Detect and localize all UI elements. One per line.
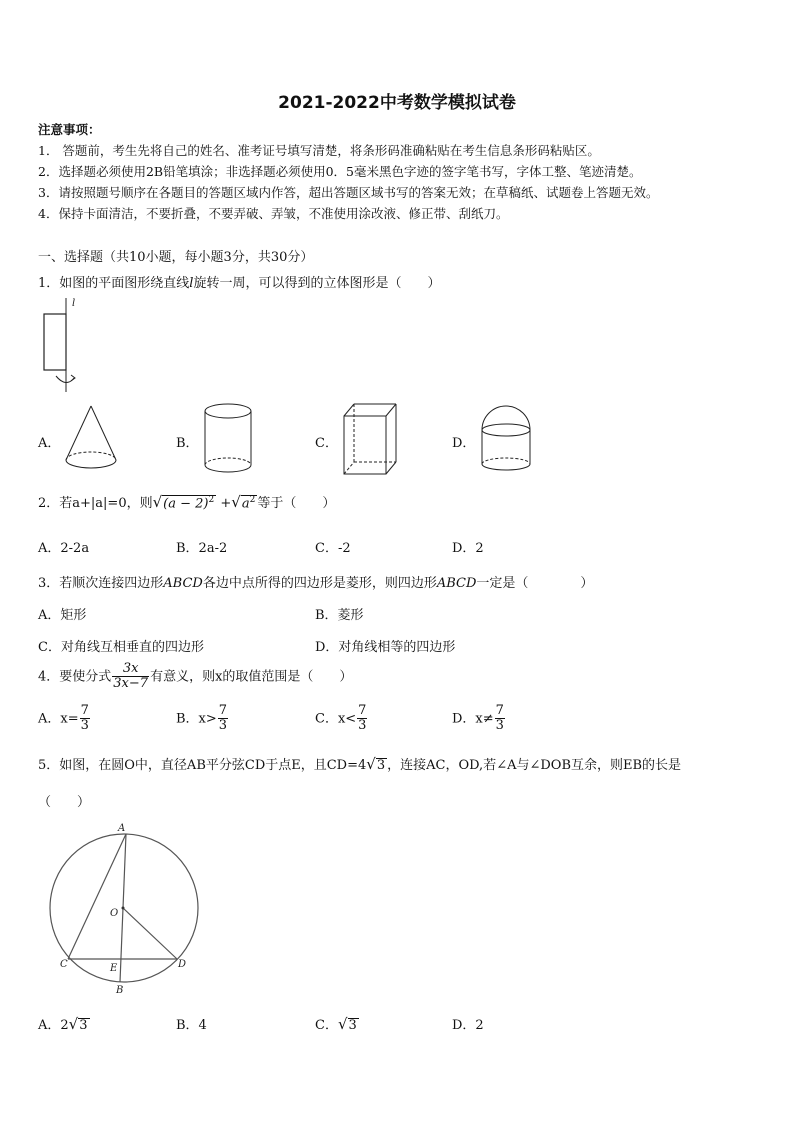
q5-option-c: C．√3 (315, 1015, 357, 1033)
q1-rotation-figure (38, 296, 88, 396)
notice-item-4: 4．保持卡面清洁，不要折叠，不要弄破、弄皱，不准使用涂改液、修正带、刮纸刀。 (38, 206, 509, 221)
q3-abcd-1: ABCD (163, 576, 203, 591)
q2-exp1: 2 (208, 494, 215, 505)
q4-option-b: B．x> $\frac{7}{3}$ (176, 703, 228, 734)
question-5: 5．如图，在圆O中，直径AB平分弦CD于点E，且CD=4√3 ，连接AC，OD,若∠A与∠DOB互余，则EB的长是 (38, 755, 682, 773)
question-1 (38, 272, 440, 291)
q5-label-a: A (118, 823, 126, 834)
q2-option-b: B．2a-2 (176, 541, 228, 556)
q5-option-d: D．2 (452, 1018, 484, 1033)
cone-icon (62, 404, 120, 474)
q3-option-a: A．矩形 (38, 608, 87, 623)
q2-expr2: a (241, 496, 250, 511)
q1-option-d: D． (452, 436, 476, 451)
q4-prefix: 4．要使分式 (38, 669, 112, 685)
page-title: 2021-2022中考数学模拟试卷 (278, 93, 516, 113)
q5-circle-figure (44, 820, 224, 1000)
q4-option-d: D．x≠ $\frac{7}{3}$ (452, 703, 504, 734)
q4-option-c: C．x< $\frac{7}{3}$ (315, 703, 367, 734)
q2-prefix: 2．若a+|a|=0，则 (38, 496, 153, 511)
q3-mid: 各边中点所得的四边形是菱形，则四边形 (202, 576, 437, 591)
q1-axis-label: l (72, 298, 76, 309)
q4-suffix: 有意义，则x的取值范围是（ ） (150, 669, 353, 685)
q1-suffix: 旋转一周，可以得到的立体图形是（ ） (193, 276, 441, 291)
q5-label-o: O (110, 908, 119, 919)
cube-icon (340, 402, 400, 478)
notice-heading: 注意事项： (38, 122, 101, 137)
cylinder-icon (202, 402, 254, 478)
notice-item-3: 3．请按照题号顺序在各题目的答题区域内作答，超出答题区域书写的答案无效；在草稿纸、试题卷上答题无效。 (38, 185, 659, 200)
q1-prefix: 1．如图的平面图形绕直线 (38, 276, 190, 291)
q1-option-b: B． (176, 436, 199, 451)
question-4 (38, 662, 352, 692)
q3-option-b: B．菱形 (315, 608, 364, 623)
q2-option-d: D．2 (452, 541, 484, 556)
notice-item-1: 1． 答题前，考生先将自己的姓名、准考证号填写清楚，将条形码准确粘贴在考生信息条形码粘贴区。 (38, 143, 600, 158)
q5-option-a: A．2√3 (38, 1015, 88, 1033)
question-3 (38, 572, 593, 591)
q1-option-c: C． (315, 436, 338, 451)
q5-label-b: B (116, 985, 124, 996)
q3-abcd-2: ABCD (436, 576, 477, 591)
q2-plus: + (220, 496, 232, 511)
q3-option-c: C．对角线互相垂直的四边形 (38, 640, 204, 655)
q2-suffix: 等于（ ） (257, 496, 336, 511)
q5-option-b: B．4 (176, 1018, 207, 1033)
question-2: 2．若a+|a|=0，则$√(a - 2)^2 +√a^2$ 等于（ ） (38, 493, 336, 511)
notice-item-2: 2．选择题必须使用2B铅笔填涂；非选择题必须使用0．5毫米黑色字迹的签字笔书写，字体工整、笔迹清楚。 (38, 164, 642, 179)
q2-option-c: C．-2 (315, 541, 351, 556)
q5-paren: （ ） (38, 795, 91, 810)
q2-exp2: 2 (249, 494, 256, 505)
q3-option-d: D．对角线相等的四边形 (315, 640, 456, 655)
q1-var: l (189, 276, 194, 291)
q5-radicand: 3 (376, 758, 386, 773)
q5-label-c: C (60, 959, 68, 970)
q2-option-a: A．2-2a (38, 541, 90, 556)
q4-denominator: 3x−7 (113, 676, 149, 692)
q1-option-a: A． (38, 436, 61, 451)
q5-prefix: 5．如图，在圆O中，直径AB平分弦CD于点E，且CD=4 (38, 758, 367, 773)
q2-expr1: (a − 2) (163, 496, 209, 511)
q3-prefix: 3．若顺次连接四边形 (38, 576, 164, 591)
q5-suffix: ，连接AC，OD,若∠A与∠DOB互余，则EB的长是 (387, 758, 682, 773)
q5-label-d: D (178, 959, 187, 970)
q4-numerator: 3x (112, 662, 149, 677)
capsule-icon (478, 404, 534, 476)
q3-suffix: 一定是（ ） (476, 576, 594, 591)
q5-label-e: E (110, 963, 118, 974)
section-heading: 一、选择题（共10小题，每小题3分，共30分） (38, 250, 314, 265)
q4-option-a: A．x= $\frac{7}{3}$ (38, 703, 89, 734)
